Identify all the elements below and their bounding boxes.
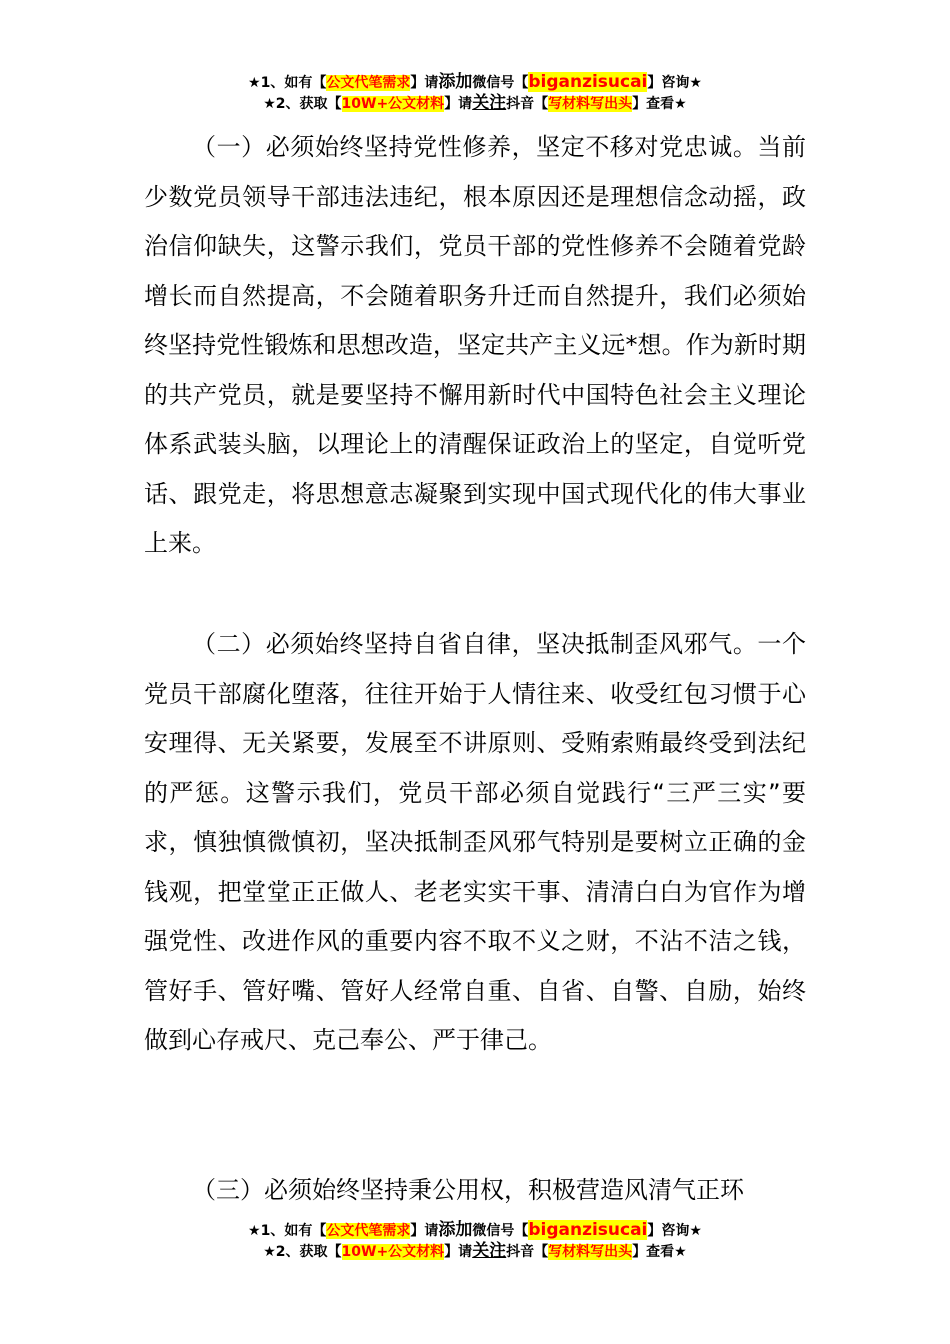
highlight-wechat-id: biganzisucai [528,1220,648,1240]
promo-line-1: ★1、如有【公文代笔需求】请添加微信号【biganzisucai】咨询★ [248,1220,702,1240]
section-1-heading: （一）必须始终坚持党性修养，坚定不移对党忠诚。 [192,133,758,161]
promo-line-2: ★2、获取【10W+公文材料】请关注抖音【写材料写出头】查看★ [263,1241,687,1261]
promo-line-2: ★2、获取【10W+公文材料】请关注抖音【写材料写出头】查看★ [263,93,687,113]
section-2-body: 一个党员干部腐化堕落，往往开始于人情往来、收受红包习惯于心安理得、无关紧要，发展至不讲原则、受贿索贿最终受到法纪的严惩。这警示我们，党员干部必须自觉践行“三严三实”要求，慎独慎微慎初，坚决抵制歪风邪气特别是要树立正确的金钱观，把堂堂正正做人、老老实实干事、清清白白为官作为增强党性、改进作风的重要内容不取不义之财，不沾不洁之钱，管好手、管好嘴、管好人经常自重、自省、自警、自励，始终做到心存戒尺、克己奉公、严于律己。 [144,630,807,1054]
highlight-wechat-id: biganzisucai [528,72,648,92]
bottom-promo-banner [0,1220,950,1262]
section-3 [144,1166,806,1216]
section-2 [144,620,806,1066]
highlight-ghostwriting: 公文代笔需求 [326,1223,411,1239]
highlight-douyin: 写材料写出头 [548,96,633,112]
promo-line-1: ★1、如有【公文代笔需求】请添加微信号【biganzisucai】咨询★ [248,72,702,92]
highlight-ghostwriting: 公文代笔需求 [326,75,411,91]
highlight-materials: 10W+公文材料 [341,96,445,112]
section-3-heading: （三）必须始终坚持秉公用权，积极营造风清气正环 [192,1176,744,1204]
top-promo-banner [0,72,950,114]
section-2-heading: （二）必须始终坚持自省自律，坚决抵制歪风邪气。 [192,630,758,658]
highlight-materials: 10W+公文材料 [341,1244,445,1260]
highlight-douyin: 写材料写出头 [548,1244,633,1260]
section-1 [144,123,806,569]
section-1-body: 当前少数党员领导干部违法违纪，根本原因还是理想信念动摇，政治信仰缺失，这警示我们，党员干部的党性修养不会随着党龄增长而自然提高，不会随着职务升迁而自然提升，我们必须始终坚持党性锻炼和思想改造，坚定共产主义远*想。作为新时期的共产党员，就是要坚持不懈用新时代中国特色社会主义理论体系武装头脑，以理论上的清醒保证政治上的坚定，自觉听党话、跟党走，将思想意志凝聚到实现中国式现代化的伟大事业上来。 [144,133,807,557]
